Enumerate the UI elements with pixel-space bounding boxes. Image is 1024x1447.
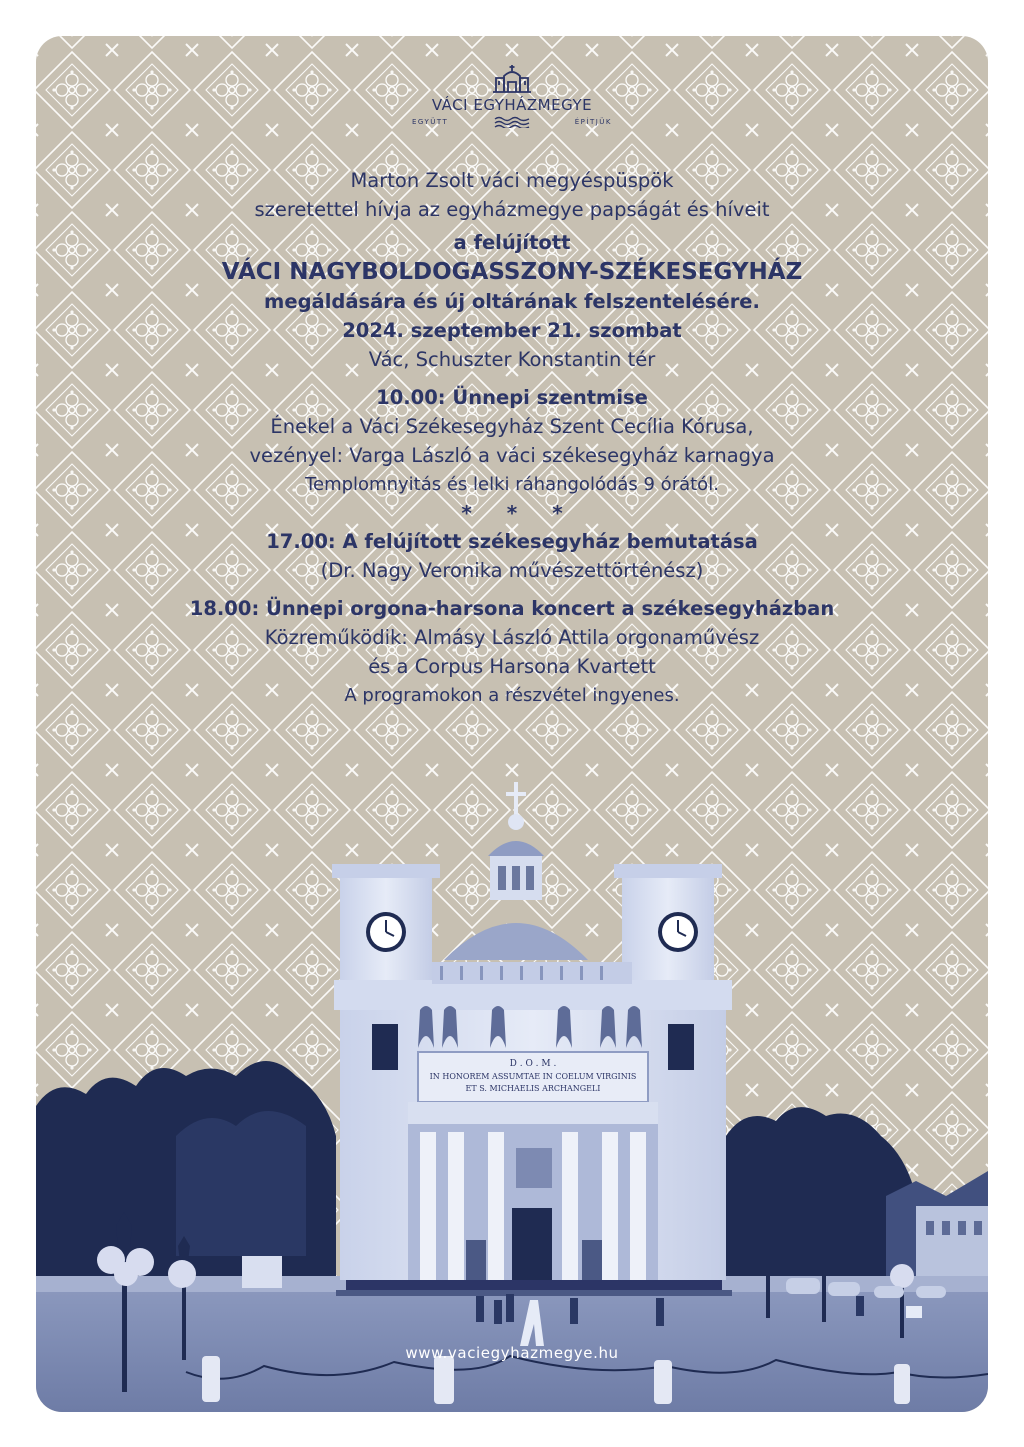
cathedral-photo: [36, 776, 988, 1412]
free-entry-note: A programokon a részvétel ingyenes.: [344, 685, 680, 706]
inscription-dom: D . O . M .: [509, 1059, 557, 1069]
consecration-line: megáldására és új oltárának felszentelésére.: [264, 290, 760, 313]
event-date: 2024. szeptember 21. szombat: [342, 319, 682, 342]
invitation-poster: [36, 36, 988, 1412]
program1-title: 10.00: Ünnepi szentmise: [376, 386, 648, 409]
website-url: www.vaciegyhazmegye.hu: [405, 1344, 619, 1362]
program1-choir: Énekel a Váci Székesegyház Szent Cecília Kórusa,: [270, 415, 754, 438]
invite-line: szeretettel hívja az egyházmegye papságát és híveit: [254, 198, 770, 221]
inscription-line2: ET S. MICHAELIS ARCHANGELI: [465, 1084, 601, 1093]
program1-conductor: vezényel: Varga László a váci székesegyház karnagya: [249, 444, 775, 467]
logo-tagline-left: EGYÜTT: [412, 118, 449, 126]
cathedral-name: VÁCI NAGYBOLDOGASSZONY-SZÉKESEGYHÁZ: [221, 259, 803, 285]
logo-name: VÁCI EGYHÁZMEGYE: [431, 96, 593, 114]
host-line: Marton Zsolt váci megyéspüspök: [350, 169, 674, 192]
dome-cross-icon: [506, 782, 526, 816]
cathedral-building: [332, 782, 732, 1296]
program3-quartet: és a Corpus Harsona Kvartett: [368, 655, 656, 678]
program2-title: 17.00: A felújított székesegyház bemutatása: [266, 530, 758, 553]
clock-right-icon: [658, 912, 698, 952]
event-location: Vác, Schuszter Konstantin tér: [368, 348, 656, 371]
clock-left-icon: [366, 912, 406, 952]
program2-note: (Dr. Nagy Veronika művészettörténész): [320, 559, 704, 582]
program3-title: 18.00: Ünnepi orgona-harsona koncert a székesegyházban: [189, 597, 835, 620]
church-logo-icon: [490, 64, 534, 94]
program1-opening: Templomnyitás és lelki ráhangolódás 9 órától.: [305, 474, 719, 495]
inscription-line1: IN HONOREM ASSUMTAE IN COELUM VIRGINIS: [429, 1072, 637, 1081]
waves-icon: [494, 116, 530, 128]
separator-stars: * * *: [461, 501, 577, 525]
renovated-line: a felújított: [453, 231, 571, 254]
logo-tagline-right: ÉPÍTJÜK: [574, 118, 612, 126]
invitation-text: [36, 166, 988, 710]
diocese-logo: [412, 64, 612, 154]
program3-performer: Közreműködik: Almásy László Attila orgonaművész: [264, 626, 760, 649]
